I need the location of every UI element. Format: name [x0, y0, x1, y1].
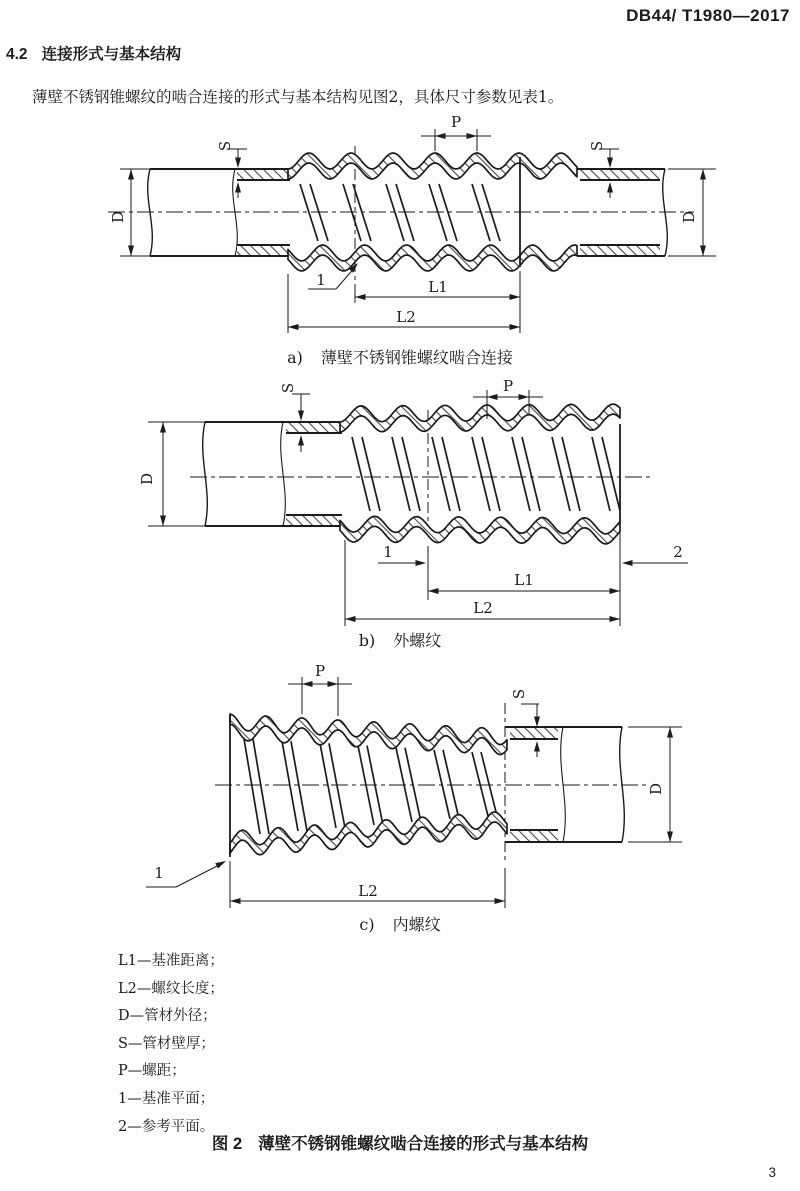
subfigure-b-drawing — [0, 370, 800, 628]
legend-item: 2—参考平面。 — [118, 1118, 215, 1135]
dim-label-l1-a: L1 — [428, 278, 448, 296]
dim-label-l2-c: L2 — [358, 882, 378, 900]
standard-code-header: DB44/ T1980—2017 — [626, 6, 790, 25]
legend-item: L1—基准距离； — [118, 953, 224, 969]
dim-label-p-c: P — [314, 662, 326, 680]
ref-label-2-b: 2 — [673, 543, 683, 561]
figure-caption-title: 薄壁不锈钢锥螺纹啮合连接的形式与基本结构 — [258, 1135, 589, 1153]
section-number: 4.2 — [6, 46, 28, 63]
section-title: 连接形式与基本结构 — [41, 46, 182, 63]
section-heading — [6, 42, 181, 64]
subfigure-b-caption — [0, 628, 800, 651]
subfigure-c-title: 内螺纹 — [392, 915, 441, 934]
subfigure-a-title: 薄壁不锈钢锥螺纹啮合连接 — [320, 348, 513, 367]
dim-label-p-a: P — [450, 113, 462, 131]
subfigure-b-title: 外螺纹 — [393, 631, 442, 650]
dim-label-l2-b: L2 — [473, 599, 493, 617]
dim-label-d-right-a: D — [680, 210, 698, 224]
ref-label-1-b: 1 — [383, 543, 393, 561]
subfigure-a-label: a) — [287, 348, 303, 367]
intro-paragraph: 薄壁不锈钢锥螺纹的啮合连接的形式与基本结构见图2，具体尺寸参数见表1。 — [32, 88, 564, 106]
dim-label-d-c: D — [647, 782, 665, 796]
ref-label-1-a: 1 — [316, 271, 326, 289]
legend-item: L2—螺纹长度； — [118, 980, 224, 997]
dim-label-s-b: S — [279, 382, 297, 394]
drawing-c-geometry — [146, 677, 682, 908]
figure-legend — [118, 948, 224, 1141]
drawing-a-geometry — [108, 129, 716, 333]
dim-label-l2-a: L2 — [396, 308, 416, 326]
drawing-b-geometry — [148, 390, 688, 626]
legend-item: 1—基准平面； — [118, 1090, 215, 1107]
subfigure-a-drawing — [0, 110, 800, 348]
subfigure-a-caption — [0, 345, 800, 368]
dim-label-s-right-a: S — [588, 140, 606, 152]
dim-label-s-left-a: S — [216, 140, 234, 152]
figure-number: 图 2 — [211, 1135, 243, 1153]
subfigure-b-label: b) — [358, 631, 376, 650]
legend-item: S—管材壁厚； — [118, 1035, 215, 1052]
legend-item: D—管材外径； — [118, 1008, 217, 1025]
dim-label-d-b: D — [138, 472, 156, 486]
page-number: 3 — [768, 1165, 776, 1180]
dim-label-p-b: P — [502, 377, 514, 395]
subfigure-c-drawing — [0, 655, 800, 910]
dim-label-d-left-a: D — [109, 210, 127, 224]
figure-caption — [0, 1130, 800, 1154]
subfigure-c-caption — [0, 912, 800, 935]
legend-item: P—螺距； — [118, 1063, 186, 1080]
ref-label-1-c: 1 — [154, 864, 164, 882]
subfigure-c-label: c) — [359, 915, 375, 934]
dim-label-s-c: S — [510, 688, 528, 700]
dim-label-l1-b: L1 — [514, 571, 534, 589]
